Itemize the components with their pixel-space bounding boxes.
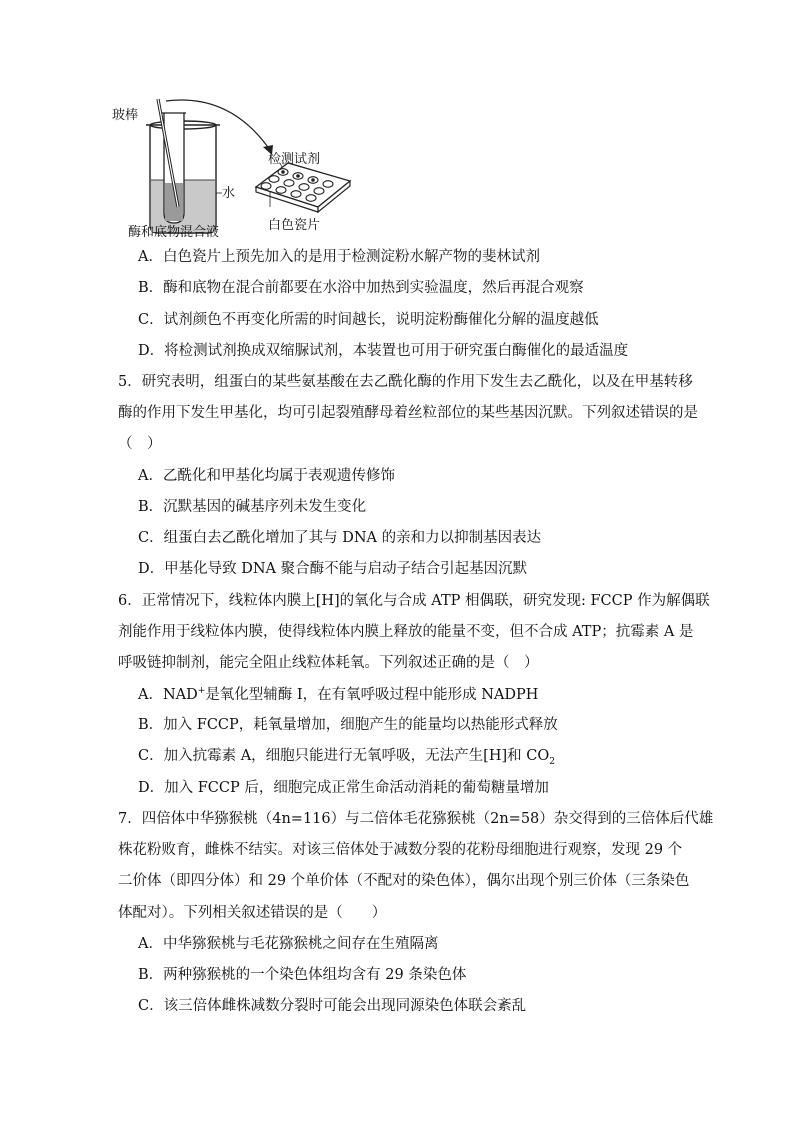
q5-option-a: A．乙酰化和甲基化均属于表观遗传修饰: [138, 468, 395, 484]
q6-option-d: D．加入 FCCP 后，细胞完成正常生命活动消耗的葡萄糖量增加: [138, 780, 549, 796]
q4-option-d: D．将检测试剂换成双缩脲试剂，本装置也可用于研究蛋白酶催化的最适温度: [138, 343, 629, 359]
reagent-label: 检测试剂: [268, 152, 321, 167]
q6-stem-line-2: 剂能作用于线粒体内膜，使得线粒体内膜上释放的能量不变，但不合成 ATP；抗霉素 A 是: [118, 624, 694, 640]
plate-label: 白色瓷片: [268, 218, 321, 233]
rod-label: 玻棒: [112, 108, 139, 123]
q7-stem-line-3: 二价体（即四分体）和 29 个单价体（不配对的染色体），偶尔出现个别三价体（三条染色: [118, 873, 690, 889]
q6-option-c: C．加入抗霉素 A，细胞只能进行无氧呼吸，无法产生[H]和 $CO_2$: [138, 748, 555, 767]
q6-stem-line-1: 6．正常情况下，线粒体内膜上[H]的氧化与合成 ATP 相偶联，研究发现: FCCP 作为解偶联: [118, 593, 710, 609]
q6-option-a: A．NAD+是氧化型辅酶 I，在有氧呼吸过程中能形成 NADPH: [138, 686, 539, 703]
q4-option-a: A．白色瓷片上预先加入的是用于检测淀粉水解产物的斐林试剂: [138, 249, 540, 265]
q4-option-b: B．酶和底物在混合前都要在水浴中加热到实验温度，然后再混合观察: [138, 280, 584, 296]
q6-stem-line-3: 呼吸链抑制剂，能完全阻止线粒体耗氧。下列叙述正确的是（ ）: [118, 655, 539, 671]
q6-option-b: B．加入 FCCP，耗氧量增加，细胞产生的能量均以热能形式释放: [138, 717, 558, 733]
q5-option-c: C．组蛋白去乙酰化增加了其与 DNA 的亲和力以抑制基因表达: [138, 530, 542, 546]
q7-stem-line-4: 体配对）。下列相关叙述错误的是（ ）: [118, 905, 387, 921]
q7-stem-line-1: 7．四倍体中华猕猴桃（4n=116）与二倍体毛花猕猴桃（2n=58）杂交得到的三倍体后代雄: [118, 811, 714, 827]
experiment-figure: [110, 95, 370, 245]
q7-option-b: B．两种猕猴桃的一个染色体组均含有 29 条染色体: [138, 967, 467, 983]
mixture-label: 酶和底物混合液: [128, 225, 220, 240]
q5-option-d: D．甲基化导致 DNA 聚合酶不能与启动子结合引起基因沉默: [138, 561, 528, 577]
test-tube: [162, 113, 186, 223]
q7-stem-line-2: 株花粉败育，雌株不结实。对该三倍体处于减数分裂的花粉母细胞进行观察，发现 29 个: [118, 842, 683, 858]
q5-option-b: B．沉默基因的碱基序列未发生变化: [138, 499, 367, 515]
q4-option-c: C．试剂颜色不再变化所需的时间越长，说明淀粉酶催化分解的温度越低: [138, 312, 599, 328]
q5-stem-line-1: 5．研究表明，组蛋白的某些氨基酸在去乙酰化酶的作用下发生去乙酰化，以及在甲基转移: [118, 374, 693, 390]
apparatus-drawing: [110, 95, 370, 245]
q5-stem-line-2: 酶的作用下发生甲基化，均可引起裂殖酵母着丝粒部位的某些基因沉默。下列叙述错误的是: [118, 405, 698, 421]
q7-option-a: A．中华猕猴桃与毛花猕猴桃之间存在生殖隔离: [138, 936, 439, 952]
water-label: 水: [222, 186, 236, 201]
q7-option-c: C．该三倍体雌株减数分裂时可能会出现同源染色体联会紊乱: [138, 998, 527, 1014]
q5-stem-line-3: （ ）: [118, 436, 162, 452]
